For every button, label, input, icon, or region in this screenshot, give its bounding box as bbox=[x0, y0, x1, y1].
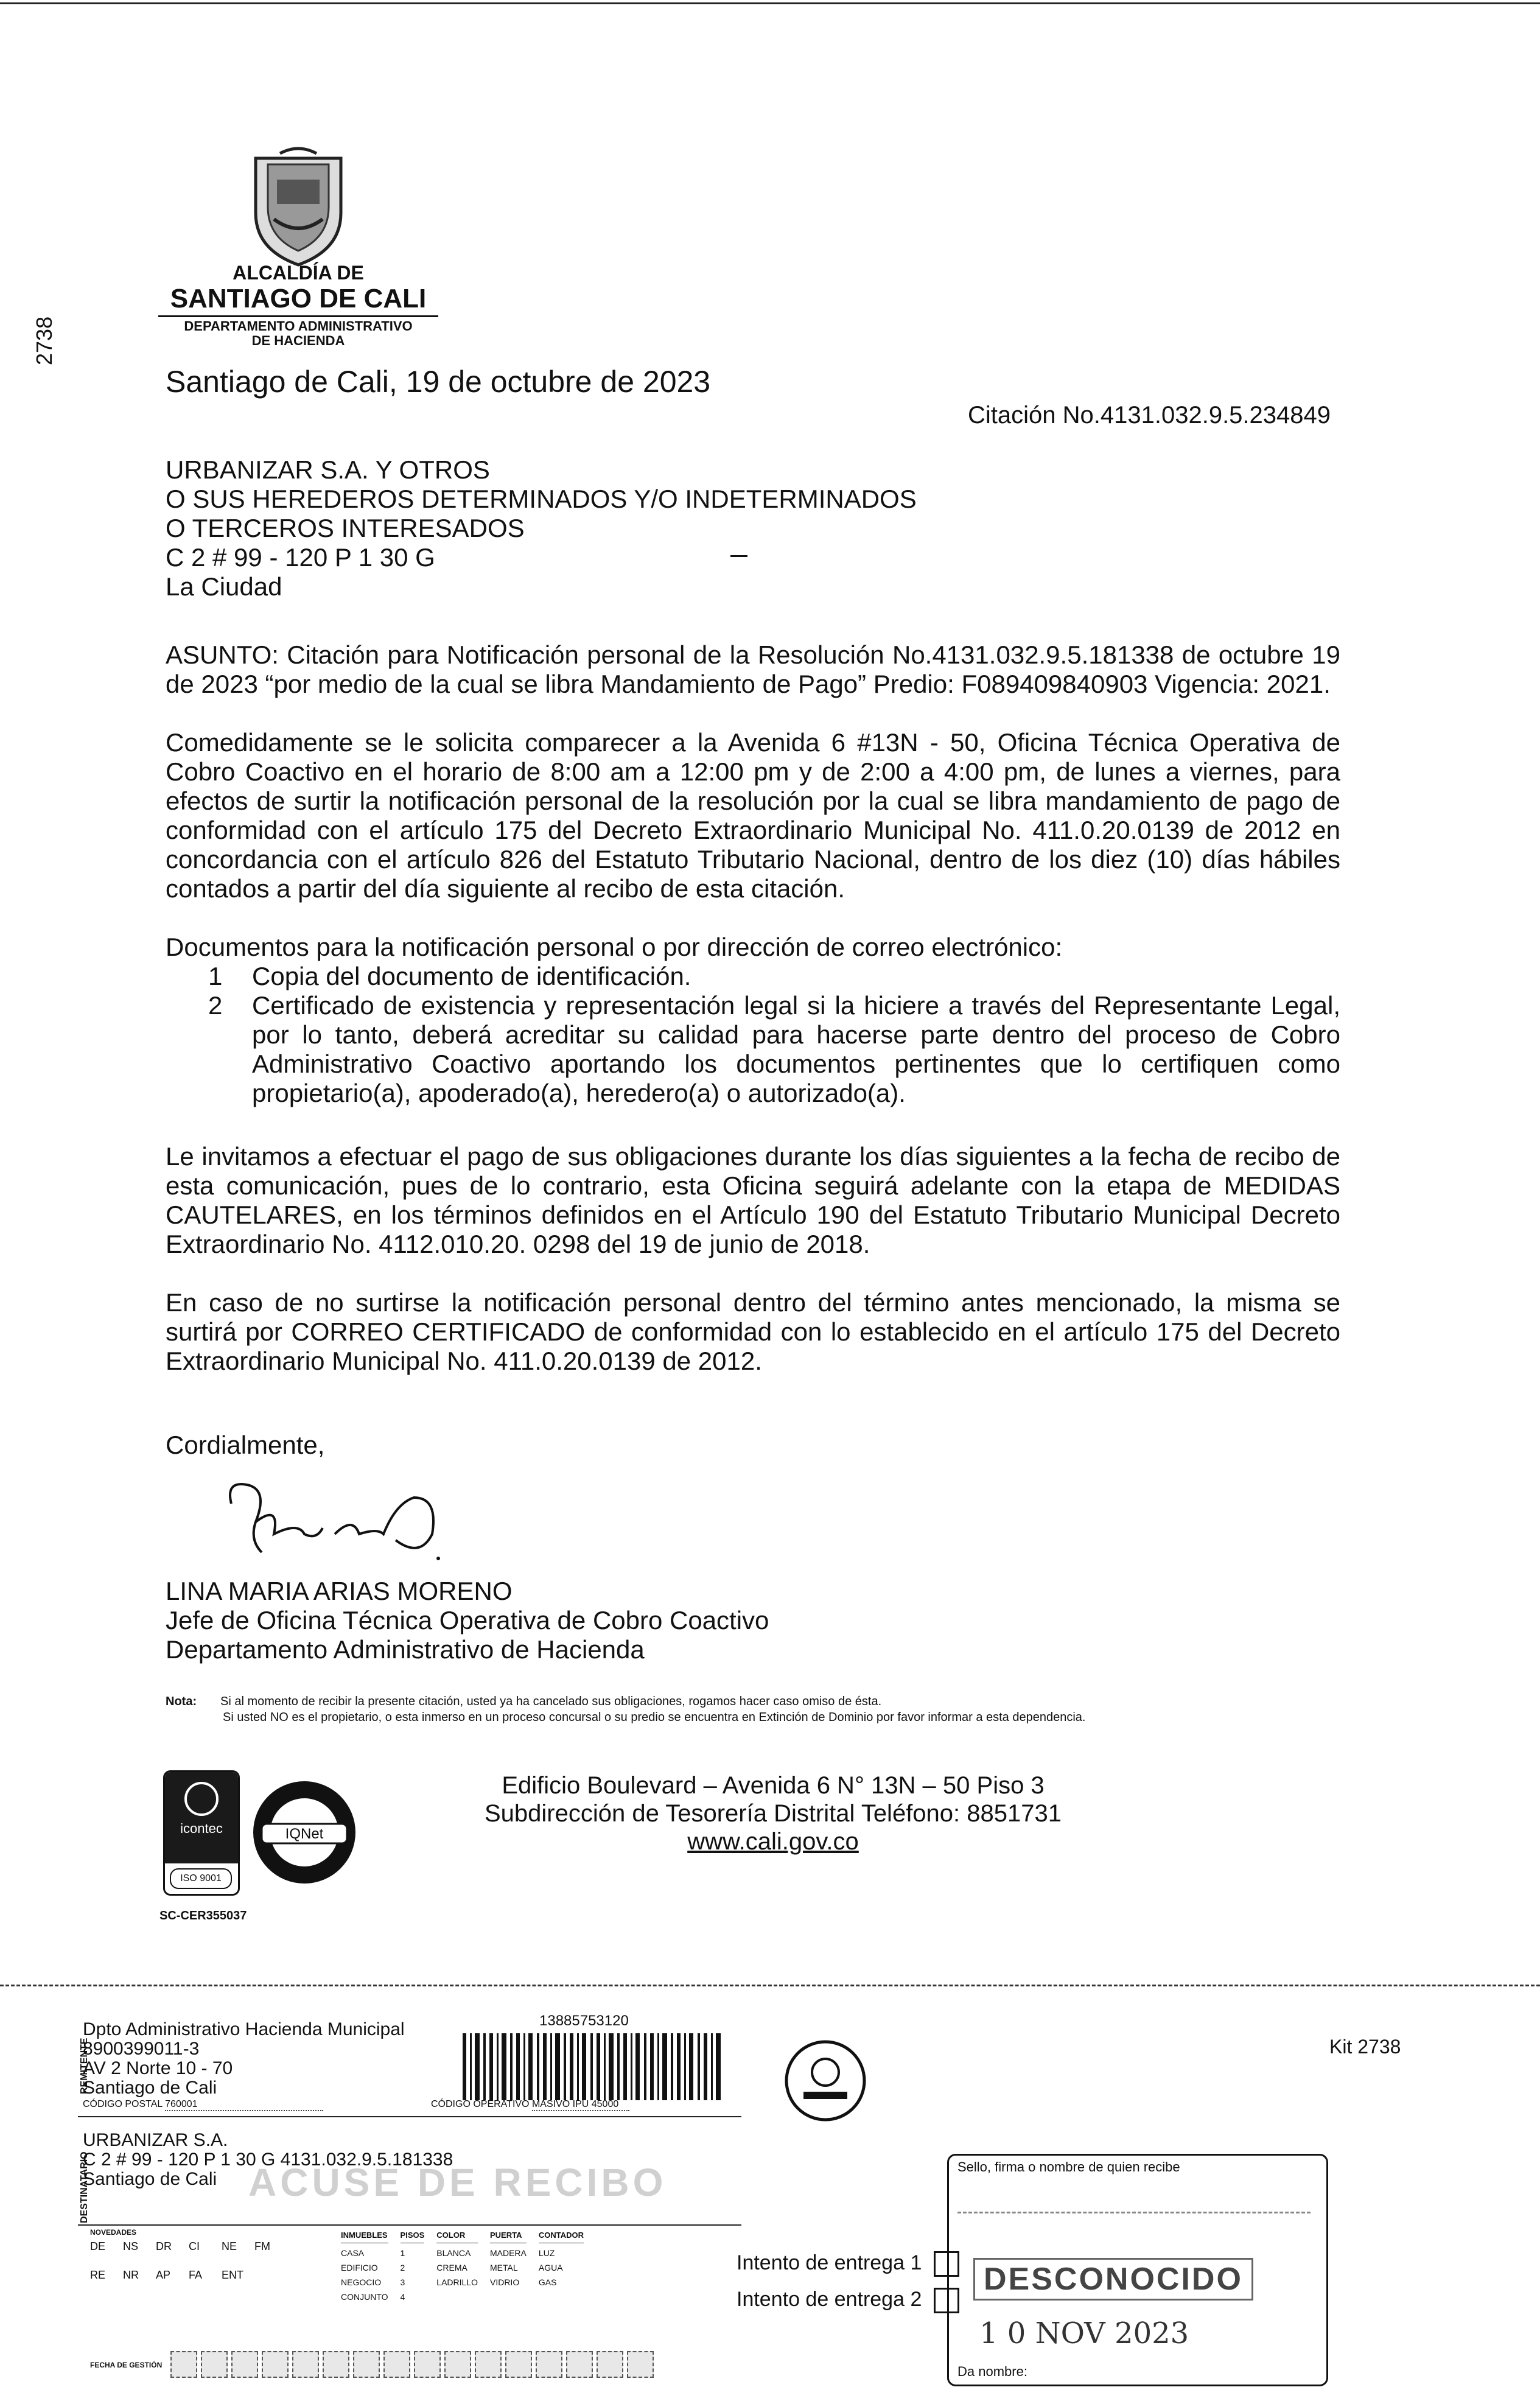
operative-code-label: CÓDIGO OPERATIVO bbox=[431, 2099, 530, 2109]
sender-block bbox=[83, 2020, 405, 2098]
column-header: PISOS bbox=[401, 2228, 425, 2243]
inmuebles-column bbox=[341, 2228, 388, 2304]
color-column bbox=[436, 2228, 478, 2304]
docs-list bbox=[166, 962, 1340, 1108]
org-line3: DEPARTAMENTO ADMINISTRATIVO bbox=[184, 318, 413, 334]
option[interactable]: 2 bbox=[400, 2263, 405, 2273]
signer-title: Jefe de Oficina Técnica Operativa de Cobro Coactivo bbox=[166, 1606, 769, 1635]
recipient-block bbox=[166, 455, 917, 601]
date-box[interactable] bbox=[444, 2351, 471, 2378]
date-box[interactable] bbox=[353, 2351, 380, 2378]
option[interactable]: LUZ bbox=[538, 2248, 555, 2258]
novedades-codes bbox=[90, 2228, 287, 2297]
option[interactable]: MADERA bbox=[489, 2248, 527, 2258]
footer-address-line: Edificio Boulevard – Avenida 6 N° 13N – 50 Piso 3 bbox=[502, 1772, 1045, 1799]
footer-address bbox=[469, 1771, 1077, 1856]
option[interactable]: LADRILLO bbox=[436, 2277, 478, 2287]
code[interactable]: NR bbox=[123, 2269, 139, 2281]
contador-column bbox=[539, 2228, 584, 2304]
faded-stamp: ACUSE DE RECIBO bbox=[248, 2160, 667, 2204]
dash-mark bbox=[730, 555, 747, 557]
attempt-label: Intento de entrega 1 bbox=[737, 2251, 922, 2274]
body-paragraph-1: Comedidamente se le solicita comparecer a la Avenida 6 #13N - 50, Oficina Técnica Operativa de Cobro Coactivo en el horario de 8:00 am a 12:00 pm y de 2:00 a 4:00 pm, de lunes a viernes, para efectos de surtir la notificación personal de la resolución por la cual se libra mandamiento de pago de conformidad con el artículo 175 del Decreto Extraordinario Municipal No. 411.0.20.0139 de 2012 en concordancia con el artículo 826 del Estatuto Tributario Nacional, dentro de los diez (10) días hábiles contados a partir del día siguiente al recibo de esta citación. bbox=[166, 728, 1340, 903]
date-box[interactable] bbox=[536, 2351, 562, 2378]
body-paragraph-4: En caso de no surtirse la notificación personal dentro del término antes mencionado, la misma se surtirá por CORREO CERTIFICADO de conformidad con lo establecido en el artículo 175 del Decreto Extraordinario Municipal No. 411.0.20.0139 de 2012. bbox=[166, 1288, 1340, 1375]
code[interactable]: FA bbox=[189, 2269, 203, 2281]
option[interactable]: CREMA bbox=[436, 2263, 467, 2273]
courier-logo-icon bbox=[783, 2038, 868, 2123]
sender-line: AV 2 Norte 10 - 70 bbox=[83, 2058, 233, 2078]
recipient-line: O TERCEROS INTERESADOS bbox=[166, 514, 525, 542]
code[interactable]: NE bbox=[222, 2240, 237, 2252]
zip-label: CÓDIGO POSTAL bbox=[83, 2099, 163, 2109]
side-page-number: 2738 bbox=[32, 316, 57, 365]
receiver-box-label: Sello, firma o nombre de quien recibe bbox=[957, 2159, 1180, 2174]
zip-field bbox=[83, 2099, 335, 2111]
date-box[interactable] bbox=[475, 2351, 502, 2378]
recipient-line: URBANIZAR S.A. Y OTROS bbox=[166, 455, 490, 484]
code[interactable]: DE bbox=[90, 2240, 106, 2252]
list-item bbox=[166, 962, 1340, 991]
icontec-brand: icontec bbox=[180, 1821, 223, 1836]
org-department bbox=[152, 319, 444, 348]
option[interactable]: 1 bbox=[400, 2248, 405, 2258]
code[interactable]: RE bbox=[90, 2269, 106, 2281]
list-number: 1 bbox=[208, 962, 223, 990]
slip-recipient-line: URBANIZAR S.A. bbox=[83, 2130, 228, 2150]
list-number: 2 bbox=[208, 991, 223, 1020]
city-seal-icon bbox=[243, 146, 353, 268]
operative-code-field bbox=[431, 2099, 629, 2111]
website-link[interactable]: www.cali.gov.co bbox=[687, 1828, 859, 1855]
code[interactable]: CI bbox=[189, 2240, 200, 2252]
option[interactable]: VIDRIO bbox=[489, 2277, 520, 2287]
attempt-label: Intento de entrega 2 bbox=[737, 2288, 922, 2311]
list-text: Certificado de existencia y representación legal si la hiciere a través del Representante Legal, por lo tanto, deberá acreditar su calidad para hacerse parte dentro del proceso de Cobro Administrativo Coactivo aportando los documentos pertinentes que lo certifiquen como propietario(a), apoderado(a), heredero(a) o autorizado(a). bbox=[252, 991, 1340, 1107]
recipient-line: C 2 # 99 - 120 P 1 30 G bbox=[166, 543, 435, 572]
letter-date: Santiago de Cali, 19 de octubre de 2023 bbox=[166, 365, 711, 399]
signature-block bbox=[166, 1577, 769, 1664]
iqnet-label: IQNet bbox=[285, 1826, 324, 1842]
date-box[interactable] bbox=[323, 2351, 349, 2378]
column-header: PUERTA bbox=[490, 2228, 527, 2243]
receiver-name-label: Da nombre: bbox=[957, 2364, 1027, 2379]
list-text: Copia del documento de identificación. bbox=[252, 962, 691, 990]
org-line1: ALCALDÍA DE bbox=[233, 262, 364, 284]
date-box[interactable] bbox=[231, 2351, 258, 2378]
citation-number: Citación No.4131.032.9.5.234849 bbox=[968, 402, 1331, 429]
body-paragraph-3: Le invitamos a efectuar el pago de sus obligaciones durante los días siguientes a la fecha de recibo de esta comunicación, pues de lo contrario, esta Oficina seguirá adelante con la etapa de MEDIDAS CAUTELARES, en los términos definidos en el Artículo 190 del Estatuto Tributario Municipal Decreto Extraordinario No. 4112.010.20. 0298 del 19 de junio de 2018. bbox=[166, 1142, 1340, 1258]
icontec-logo bbox=[163, 1770, 240, 1896]
list-item bbox=[166, 991, 1340, 1108]
iso-badge: ISO 9001 bbox=[170, 1868, 232, 1889]
closing: Cordialmente, bbox=[166, 1431, 325, 1459]
date-box[interactable] bbox=[201, 2351, 228, 2378]
note-label: Nota: bbox=[166, 1695, 197, 1708]
date-box[interactable] bbox=[383, 2351, 410, 2378]
option[interactable]: BLANCA bbox=[436, 2248, 471, 2258]
novedades-header: NOVEDADES bbox=[90, 2228, 137, 2237]
iqnet-logo bbox=[250, 1778, 359, 1887]
option[interactable]: CONJUNTO bbox=[341, 2292, 388, 2302]
code[interactable]: AP bbox=[156, 2269, 171, 2281]
option[interactable]: NEGOCIO bbox=[341, 2277, 382, 2287]
date-box[interactable] bbox=[262, 2351, 289, 2378]
date-box[interactable] bbox=[292, 2351, 319, 2378]
slip-recipient-line: Santiago de Cali bbox=[83, 2169, 217, 2189]
slip-recipient-line: C 2 # 99 - 120 P 1 30 G 4131.032.9.5.181338 bbox=[83, 2150, 453, 2170]
date-box[interactable] bbox=[566, 2351, 593, 2378]
recipient-line: La Ciudad bbox=[166, 572, 282, 601]
docs-intro: Documentos para la notificación personal o por dirección de correo electrónico: bbox=[166, 933, 1063, 961]
org-line2: SANTIAGO DE CALI bbox=[158, 284, 438, 317]
sender-line: Santiago de Cali bbox=[83, 2078, 217, 2098]
date-box[interactable] bbox=[414, 2351, 441, 2378]
recipient-side-label: DESTINATARIO bbox=[79, 2151, 89, 2223]
option[interactable]: 4 bbox=[400, 2292, 405, 2302]
option[interactable]: METAL bbox=[489, 2263, 518, 2273]
option[interactable]: CASA bbox=[341, 2248, 365, 2258]
receiver-scribble bbox=[957, 2187, 1311, 2213]
note bbox=[166, 1694, 1085, 1725]
option[interactable]: AGUA bbox=[538, 2263, 563, 2273]
handwritten-signature bbox=[213, 1467, 469, 1577]
option[interactable]: EDIFICIO bbox=[341, 2263, 378, 2273]
top-border bbox=[0, 2, 1540, 4]
zip-value: 760001 bbox=[165, 2099, 323, 2111]
gestion-date-boxes bbox=[170, 2351, 654, 2378]
slip-divider bbox=[78, 2224, 741, 2226]
code[interactable]: DR bbox=[156, 2240, 172, 2252]
delivery-attempt-1 bbox=[737, 2251, 959, 2277]
footer-treasury-line: Subdirección de Tesorería Distrital Teléfono: 8851731 bbox=[484, 1800, 1062, 1827]
sender-line: 8900399011-3 bbox=[83, 2039, 200, 2059]
puerta-column bbox=[490, 2228, 527, 2304]
date-box[interactable] bbox=[627, 2351, 654, 2378]
note-line1: Si al momento de recibir la presente citación, usted ya ha cancelado sus obligaciones, rogamos hacer caso omiso de ésta. bbox=[220, 1695, 882, 1708]
note-line2: Si usted NO es el propietario, o esta inmerso en un proceso concursal o su predio se encuentra en Extinción de Dominio por favor informar a esta dependencia. bbox=[223, 1711, 1086, 1724]
code[interactable]: FM bbox=[254, 2240, 270, 2252]
receiver-box bbox=[947, 2154, 1328, 2386]
property-columns bbox=[341, 2228, 584, 2304]
column-header: INMUEBLES bbox=[341, 2228, 388, 2243]
signer-department: Departamento Administrativo de Hacienda bbox=[166, 1635, 645, 1664]
delivery-attempt-2 bbox=[737, 2288, 959, 2313]
column-header: COLOR bbox=[436, 2228, 478, 2243]
gestion-label: FECHA DE GESTIÓN bbox=[90, 2361, 163, 2369]
operative-code-value: MASIVO IPU 45000 bbox=[532, 2099, 629, 2111]
org-line4: DE HACIENDA bbox=[251, 333, 345, 348]
date-box[interactable] bbox=[170, 2351, 197, 2378]
option[interactable]: GAS bbox=[538, 2277, 557, 2287]
date-box[interactable] bbox=[597, 2351, 623, 2378]
certificate-code: SC-CER355037 bbox=[159, 1909, 247, 1922]
unknown-stamp: DESCONOCIDO bbox=[973, 2258, 1253, 2301]
subject-paragraph: ASUNTO: Citación para Notificación personal de la Resolución No.4131.032.9.5.181338 de octubre 19 de 2023 “por medio de la cual se libra Mandamiento de Pago” Predio: F089409840903 Vigencia: 2021. bbox=[166, 640, 1340, 698]
date-box[interactable] bbox=[505, 2351, 532, 2378]
stamp-date: 1 0 NOV 2023 bbox=[979, 2316, 1189, 2350]
option[interactable]: 3 bbox=[400, 2277, 405, 2287]
sender-side-label: REMITENTE bbox=[79, 2038, 89, 2094]
cut-line bbox=[0, 1985, 1540, 1986]
column-header: CONTADOR bbox=[539, 2228, 584, 2243]
code[interactable]: ENT bbox=[222, 2269, 243, 2281]
sender-line: Dpto Administrativo Hacienda Municipal bbox=[83, 2019, 405, 2039]
signer-name: LINA MARIA ARIAS MORENO bbox=[166, 1577, 513, 1605]
pisos-column bbox=[401, 2228, 425, 2304]
slip-divider bbox=[78, 2116, 741, 2117]
icontec-ring-icon bbox=[184, 1782, 219, 1816]
kit-number: Kit 2738 bbox=[1329, 2036, 1401, 2058]
recipient-line: O SUS HEREDEROS DETERMINADOS Y/O INDETERMINADOS bbox=[166, 485, 917, 513]
tracking-number: 13885753120 bbox=[539, 2013, 629, 2029]
code[interactable]: NS bbox=[123, 2240, 139, 2252]
barcode bbox=[438, 2033, 755, 2106]
